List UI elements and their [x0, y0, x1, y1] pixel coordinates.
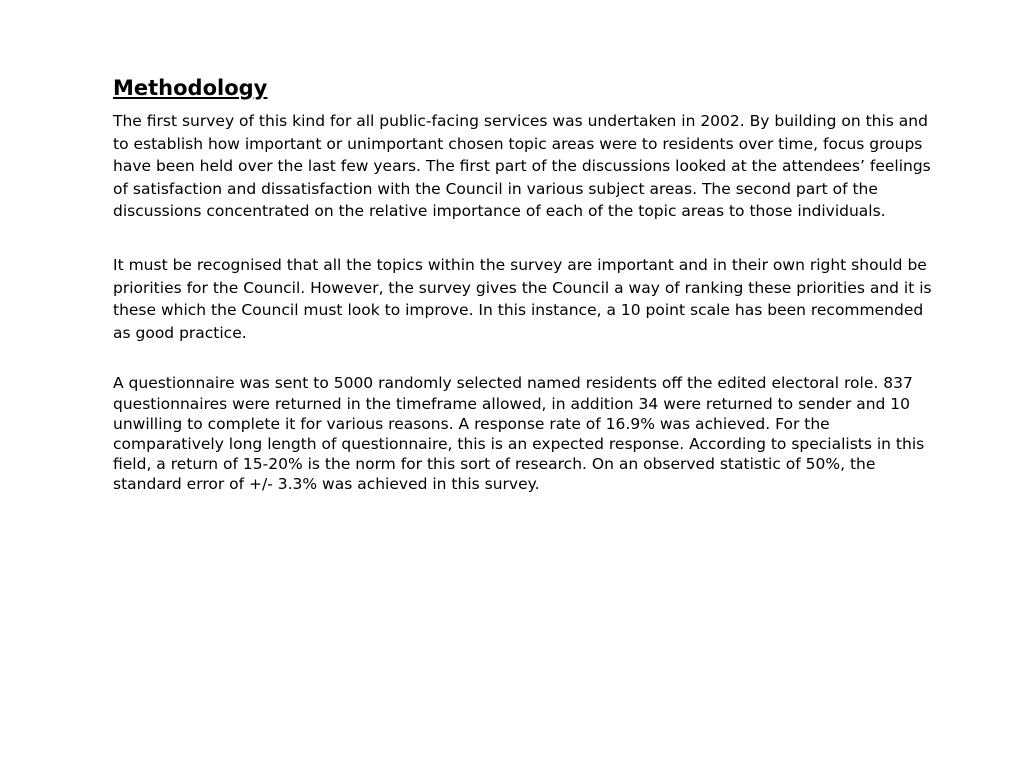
document-page: [113, 74, 943, 495]
section-heading: Methodology: [113, 76, 268, 100]
paragraph-questionnaire: A questionnaire was sent to 5000 randomly selected named residents off the edited electoral role. 837 questionnaires were returned in the timeframe allowed, in addition 34 were returned to sender and 10 unwilling to complete it for various reasons. A response rate of 16.9% was achieved. For the comparatively long length of questionnaire, this is an expected response. According to specialists in this field, a return of 15-20% is the norm for this sort of research. On an observed statistic of 50%, the standard error of +/- 3.3% was achieved in this survey.: [113, 374, 925, 494]
paragraph-survey-history: The first survey of this kind for all public-facing services was undertaken in 2002. By building on this and to establish how important or unimportant chosen topic areas were to residents over time, focus groups have been held over the last few years. The first part of the discussions looked at the attendees’ feelings of satisfaction and dissatisfaction with the Council in various subject areas. The second part of the discussions concentrated on the relative importance of each of the topic areas to those individuals.: [113, 112, 931, 221]
paragraph-priorities: It must be recognised that all the topics within the survey are important and in their own right should be priorities for the Council. However, the survey gives the Council a way of ranking these priorities and it is these which the Council must look to improve. In this instance, a 10 point scale has been recommended as good practice.: [113, 255, 932, 342]
